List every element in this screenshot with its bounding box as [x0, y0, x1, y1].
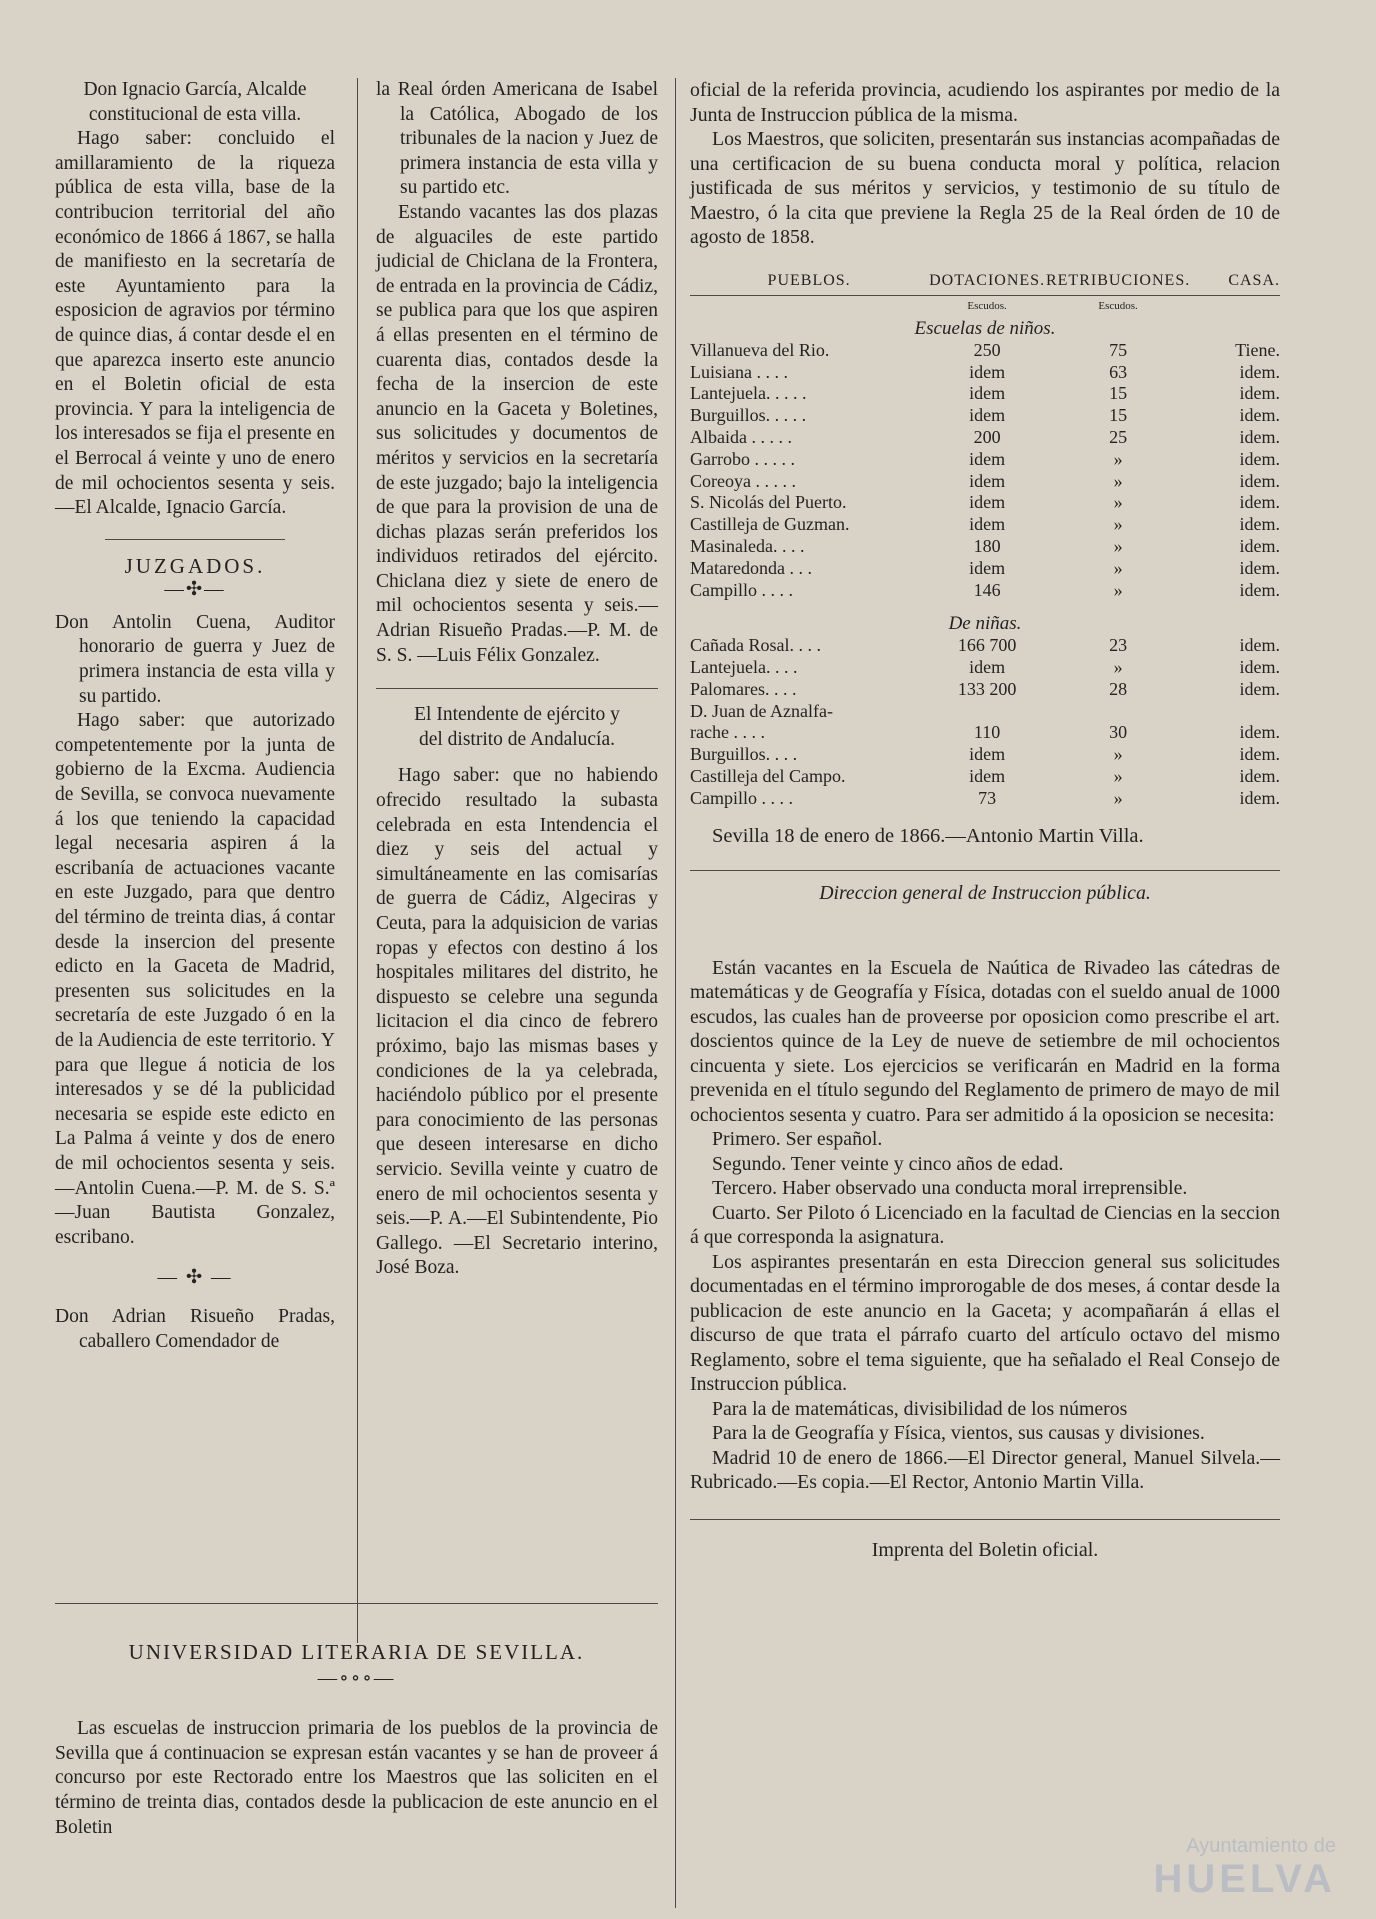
- sub-ninos-row: [690, 318, 1280, 340]
- table-row: [690, 449, 1280, 471]
- dotacion-cell: 146: [973, 579, 1001, 600]
- imprenta: Imprenta del Boletin oficial.: [871, 1538, 1099, 1561]
- direccion-heading: Direccion general de Instruccion pública.: [819, 882, 1151, 905]
- dotacion-cell: 180: [973, 536, 1001, 557]
- table-row: [690, 471, 1280, 493]
- sub-heading-ninos: Escuelas de niños.: [914, 318, 1056, 340]
- huelva-watermark: [1086, 1835, 1336, 1905]
- dotacion-cell: idem: [969, 492, 1006, 513]
- table-row: [690, 766, 1280, 788]
- dotacion-cell: idem: [969, 766, 1006, 787]
- col-retribuciones: RETRIBUCIONES.: [1046, 266, 1190, 296]
- unit-dotaciones: Escudos.: [967, 300, 1007, 313]
- pueblo-cell: Palomares. . . .: [690, 678, 797, 699]
- pueblo-cell: rache . . . .: [690, 722, 765, 743]
- pueblo-cell: Castilleja del Campo.: [690, 766, 846, 787]
- pueblo-cell: Burguillos. . . .: [690, 744, 798, 765]
- pueblo-cell: Albaida . . . . .: [690, 427, 792, 448]
- sub-heading-ninas: De niñas.: [948, 613, 1022, 635]
- casa-cell: idem.: [1239, 448, 1280, 469]
- table-ninas: [690, 601, 1280, 809]
- table-row: [690, 558, 1280, 580]
- pueblo-cell: Villanueva del Rio.: [690, 339, 830, 360]
- aspirantes-notice: Los aspirantes presentarán en esta Direccion general sus solicitudes documentadas en el término improrogable de dos meses, á contar desde la publicacion de este anuncio en la Gaceta; y acompañarán á ellas el discurso de que trata el párrafo cuarto del artículo octavo del mismo Reglamento, sobre el tema siguiente, que ha señalado el Real Consejo de Instruccion pública.: [690, 1250, 1280, 1396]
- pueblo-cell: Campillo . . . .: [690, 787, 793, 808]
- watermark-line1: Ayuntamiento de: [1186, 1835, 1336, 1857]
- unit-retribuciones: Escudos.: [1098, 300, 1138, 313]
- casa-cell: idem.: [1239, 470, 1280, 491]
- dotacion-cell: 133 200: [957, 678, 1017, 699]
- casa-cell: idem.: [1239, 514, 1280, 535]
- table-row: [690, 362, 1280, 384]
- pueblo-cell: S. Nicolás del Puerto.: [690, 492, 847, 513]
- intendente-notice: Hago saber: que no habiendo ofrecido resultado la subasta celebrada en esta Intendencia el diez y seis del actual y simultáneamente en las comisarías de guerra de Cádiz, Algeciras y Ceuta, para la adquisicion de varias ropas y efectos con destino á los hospitales militares del distrito, he dispuesto se celebre una segunda licitacion el dia cinco de febrero próximo, bajo las mismas bases y condiciones de la ya celebrada, haciéndolo público por el presente para conocimiento de las personas que deseen interesarse en dicho servicio. Sevilla veinte y cuatro de enero de mil ochocientos sesenta y seis.—P. A.—El Subintendente, Pio Gallego. —El Secretario interino, José Boza.: [376, 765, 658, 1279]
- ornament-1: —✣—: [164, 579, 226, 601]
- risueno-title: Don Adrian Risueño Pradas, caballero Comendador de: [55, 1305, 335, 1352]
- escuelas-table: [690, 266, 1280, 810]
- dotacion-cell: idem: [969, 383, 1006, 404]
- nautica-notice: Están vacantes en la Escuela de Naútica de Rivadeo las cátedras de matemáticas y de Geografía y Física, dotadas con el sueldo anual de 1000 escudos, las cuales han de proveerse por oposicion como prescribe el art. doscientos quince de la Ley de nueve de setiembre de mil ochocientos cincuenta y siete. Los ejercicios se verificarán en Madrid en la forma prevenida en el título segundo del Reglamento de primero de mayo de mil ochocientos sesenta y cuatro. Para ser admitido á la oposicion se necesita:: [690, 956, 1280, 1126]
- requirement-1: Primero. Ser español.: [712, 1128, 883, 1151]
- risueno-title-cont: la Real órden Americana de Isabel la Católica, Abogado de los tribunales de la nacion y Juez de primera instancia de esta villa y su partido etc.: [376, 79, 658, 199]
- section-rule: [105, 539, 285, 540]
- table-row: [690, 722, 1280, 744]
- table-row: [690, 701, 1280, 723]
- maestros-notice: Los Maestros, que soliciten, presentarán sus instancias acompañadas de una certificacion de su buena conducta moral y política, relacion justificada de sus méritos y servicios, y testimonio de su título de Maestro, ó la cita que previene la Regla 25 de la Real órden de 10 de agosto de 1858.: [690, 128, 1280, 248]
- tema-geografia: Para la de Geografía y Física, vientos, sus causas y divisiones.: [712, 1422, 1205, 1445]
- universidad-heading: UNIVERSIDAD LITERARIA DE SEVILLA.: [128, 1640, 585, 1664]
- pueblo-cell: Coreoya . . . . .: [690, 470, 796, 491]
- ornament-2: — ✣ —: [157, 1267, 233, 1289]
- dotacion-cell: idem: [969, 557, 1006, 578]
- casa-cell: idem.: [1239, 427, 1280, 448]
- table-row: [690, 788, 1280, 810]
- retribucion-cell: »: [1113, 470, 1123, 491]
- table-row: [690, 340, 1280, 362]
- casa-cell: idem.: [1239, 744, 1280, 765]
- table-row: [690, 744, 1280, 766]
- universidad-section: [55, 1640, 658, 1840]
- juzgados-heading: JUZGADOS.: [124, 553, 266, 578]
- watermark-line2: HUELVA: [1153, 1857, 1336, 1901]
- column-rule-2: [675, 78, 676, 1908]
- sevilla-date: Sevilla 18 de enero de 1866.—Antonio Martin Villa.: [712, 824, 1144, 847]
- retribucion-cell: »: [1113, 536, 1123, 557]
- pueblo-cell: Lantejuela. . . . .: [690, 383, 807, 404]
- dotacion-cell: idem: [969, 448, 1006, 469]
- universidad-notice: Las escuelas de instruccion primaria de los pueblos de la provincia de Sevilla que á continuacion se expresan están vacantes y se han de proveer á concurso por este Rectorado entre los Maestros que las soliciten en el término de treinta dias, contados desde la publicacion de este anuncio en el Boletin: [55, 1718, 658, 1838]
- table-row: [690, 635, 1280, 657]
- dotacion-cell: idem: [969, 405, 1006, 426]
- casa-cell: idem.: [1239, 383, 1280, 404]
- table-row: [690, 492, 1280, 514]
- retribucion-cell: »: [1113, 557, 1123, 578]
- alguaciles-notice: Estando vacantes las dos plazas de alguaciles de este partido judicial de Chiclana de la Frontera, de entrada en la provincia de Cádiz, se publica para que los que aspiren á ellas presenten en el término de cuarenta dias, contados desde la fecha de la insercion de este anuncio en la Gaceta y Boletines, sus solicitudes y documentos de méritos y servicios en la secretaría de este juzgado; bajo la inteligencia de que para la provision de una de dichas plazas serán preferidos los individuos retirados del ejército. Chiclana diez y siete de enero de mil ochocientos sesenta y seis.—Adrian Risueño Pradas.—P. M. de S. S. —Luis Félix Gonzalez.: [376, 201, 658, 666]
- retribucion-cell: »: [1113, 492, 1123, 513]
- table-row: [690, 427, 1280, 449]
- retribucion-cell: 63: [1109, 361, 1128, 382]
- retribucion-cell: 25: [1109, 427, 1128, 448]
- madrid-signature: Madrid 10 de enero de 1866.—El Director general, Manuel Silvela.—Rubricado.—Es copia.—El Rector, Antonio Martin Villa.: [690, 1446, 1280, 1494]
- retribucion-cell: 23: [1109, 635, 1128, 656]
- alcalde-header-line2: constitucional de esta villa.: [88, 103, 302, 125]
- sub-ninas-row: [690, 601, 1280, 635]
- univ-top-rule: [55, 1603, 658, 1604]
- pueblo-cell: Mataredonda . . .: [690, 557, 812, 578]
- column-rule-1: [357, 78, 358, 1643]
- table-row: [690, 536, 1280, 558]
- dotacion-cell: idem: [969, 657, 1006, 678]
- dotacion-cell: 200: [973, 427, 1001, 448]
- casa-cell: idem.: [1239, 579, 1280, 600]
- pueblo-cell: Castilleja de Guzman.: [690, 514, 850, 535]
- table-row: [690, 679, 1280, 701]
- pueblo-cell: D. Juan de Aznalfa-: [690, 700, 833, 721]
- requirement-2: Segundo. Tener veinte y cinco años de edad.: [712, 1152, 1064, 1175]
- dotacion-cell: 73: [978, 787, 997, 808]
- casa-cell: idem.: [1239, 678, 1280, 699]
- retribucion-cell: »: [1113, 579, 1123, 600]
- retribucion-cell: 30: [1109, 722, 1128, 743]
- casa-cell: idem.: [1239, 557, 1280, 578]
- escuelas-notice-cont: oficial de la referida provincia, acudiendo los aspirantes por medio de la Junta de Instruccion pública de la misma.: [690, 79, 1280, 126]
- column-1: [55, 78, 335, 1354]
- pueblo-cell: Masinaleda. . . .: [690, 536, 805, 557]
- retribucion-cell: 28: [1109, 678, 1128, 699]
- col-dotaciones: DOTACIONES.: [928, 266, 1046, 296]
- casa-cell: idem.: [1239, 657, 1280, 678]
- dotacion-cell: idem: [969, 514, 1006, 535]
- col-pueblos: PUEBLOS.: [690, 266, 928, 296]
- cuena-title: Don Antolin Cuena, Auditor honorario de guerra y Juez de primera instancia de esta villa y su partido.: [55, 611, 335, 707]
- units-row: [690, 296, 1280, 318]
- dotacion-cell: idem: [969, 470, 1006, 491]
- intendente-heading-1: El Intendente de ejército y: [414, 704, 620, 726]
- retribucion-cell: »: [1113, 744, 1123, 765]
- cuena-notice: Hago saber: que autorizado competentemente por la junta de gobierno de la Excma. Audiencia de Sevilla, se convoca nuevamente á los que teniendo la capacidad legal necesaria aspiren á la escribanía de actuaciones vacante en este Juzgado, para que dentro del término de treinta dias, á contar desde la insercion del presente edicto en la Gaceta de Madrid, presenten sus solicitudes en la secretaría de este Juzgado ó en la de la Audiencia de este territorio. Y para que llegue á noticia de los interesados y se dé la publicidad necesaria se espide este edicto en La Palma á veinte y dos de enero de mil ochocientos sesenta y seis.—Antolin Cuena.—P. M. de S. S.ª—Juan Bautista Gonzalez, escribano.: [55, 710, 335, 1248]
- retribucion-cell: »: [1113, 766, 1123, 787]
- dotacion-cell: [928, 701, 1046, 723]
- retribucion-cell: »: [1113, 657, 1123, 678]
- table-row: [690, 514, 1280, 536]
- retribucion-cell: »: [1113, 787, 1123, 808]
- requirement-4: Cuarto. Ser Piloto ó Licenciado en la facultad de Ciencias en la seccion á que corresponda la asignatura.: [690, 1201, 1280, 1249]
- section-rule-2: [376, 688, 658, 689]
- pueblo-cell: Garrobo . . . . .: [690, 448, 795, 469]
- retribucion-cell: 15: [1109, 405, 1128, 426]
- column-3: [690, 78, 1280, 1562]
- table-row: [690, 580, 1280, 602]
- dotacion-cell: idem: [969, 744, 1006, 765]
- universidad-ornament: —∘∘∘—: [317, 1667, 396, 1689]
- dotacion-cell: 250: [973, 339, 1001, 360]
- retribucion-cell: »: [1113, 514, 1123, 535]
- section-rule-4: [690, 1519, 1280, 1520]
- column-2: [376, 78, 658, 1281]
- retribucion-cell: [1046, 701, 1190, 723]
- table-row: [690, 657, 1280, 679]
- intendente-heading-2: del distrito de Andalucía.: [418, 728, 616, 750]
- col-casa: CASA.: [1190, 266, 1280, 296]
- pueblo-cell: Burguillos. . . . .: [690, 405, 807, 426]
- alcalde-header-line1: Don Ignacio García, Alcalde: [83, 79, 307, 100]
- casa-cell: idem.: [1239, 635, 1280, 656]
- dotacion-cell: idem: [969, 361, 1006, 382]
- pueblo-cell: Campillo . . . .: [690, 579, 793, 600]
- retribucion-cell: 75: [1109, 339, 1128, 360]
- retribucion-cell: 15: [1109, 383, 1128, 404]
- dotacion-cell: 166 700: [957, 635, 1017, 656]
- retribucion-cell: »: [1113, 448, 1123, 469]
- pueblo-cell: Cañada Rosal. . . .: [690, 635, 821, 656]
- table-header-row: [690, 266, 1280, 296]
- casa-cell: idem.: [1239, 405, 1280, 426]
- table-row: [690, 383, 1280, 405]
- requirement-3: Tercero. Haber observado una conducta moral irreprensible.: [712, 1177, 1188, 1200]
- dotacion-cell: 110: [973, 722, 1001, 743]
- casa-cell: [1190, 701, 1280, 723]
- casa-cell: idem.: [1239, 787, 1280, 808]
- casa-cell: idem.: [1239, 766, 1280, 787]
- section-rule-3: [690, 870, 1280, 871]
- pueblo-cell: Lantejuela. . . .: [690, 657, 798, 678]
- casa-cell: Tiene.: [1235, 339, 1280, 360]
- table-ninos: [690, 296, 1280, 602]
- casa-cell: idem.: [1239, 361, 1280, 382]
- casa-cell: idem.: [1239, 536, 1280, 557]
- table-row: [690, 405, 1280, 427]
- tema-matematicas: Para la de matemáticas, divisibilidad de los números: [712, 1397, 1128, 1420]
- casa-cell: idem.: [1239, 492, 1280, 513]
- casa-cell: idem.: [1239, 722, 1280, 743]
- pueblo-cell: Luisiana . . . .: [690, 361, 788, 382]
- alcalde-notice: Hago saber: concluido el amillaramiento de la riqueza pública de esta villa, base de la contribucion territorial del año económico de 1866 á 1867, se halla de manifiesto en la secretaría de este Ayuntamiento para la esposicion de agravios por término de quince dias, á contar desde el en que aparezca inserto este anuncio en el Boletin oficial de esta provincia. Y para la inteligencia de los interesados se fija el presente en el Berrocal á veinte y uno de enero de mil ochocientos sesenta y seis.—El Alcalde, Ignacio García.: [55, 128, 335, 519]
